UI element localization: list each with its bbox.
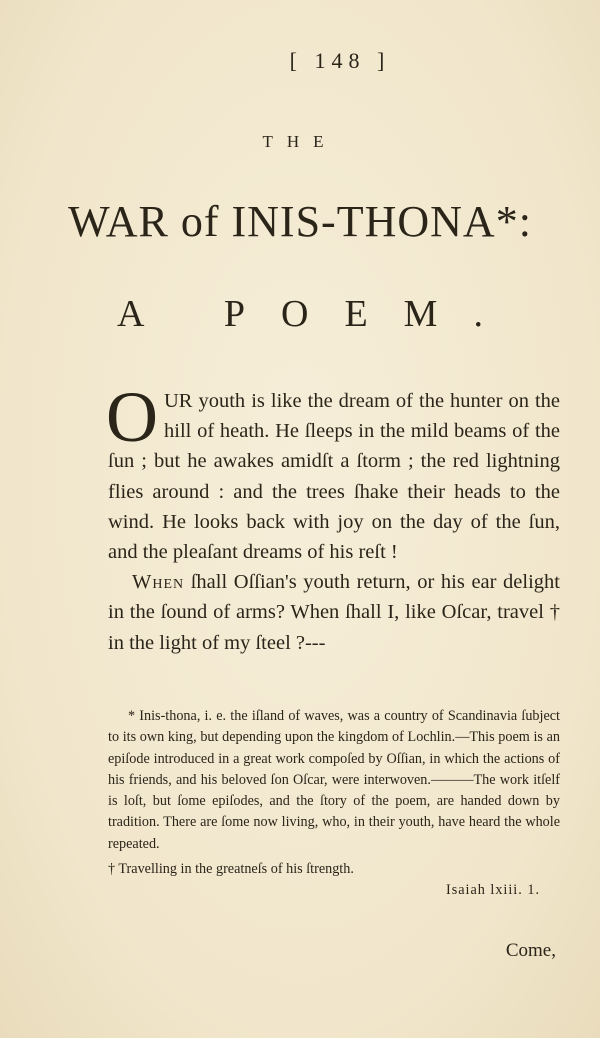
poem-subtitle: A POEM. — [117, 293, 519, 335]
poem-title: WAR of INIS-THONA*: — [68, 197, 532, 246]
paragraph-1-text: UR youth is like the dream of the hunter on the hill of heath. He ſleeps in the mild beams of the ſun ; but he awakes amidſt a ſtorm ; the red lightning flies around : and the trees ſhake their heads to the wind. He looks back with joy on the day of the ſun, and the pleaſant dreams of his reſt ! — [108, 390, 560, 564]
footnote-citation: Isaiah lxiii. 1. — [445, 882, 540, 899]
paragraph-2 — [108, 567, 560, 658]
poem-body — [106, 377, 560, 658]
paragraph-1 — [106, 377, 560, 567]
page-number: [ 148 ] — [289, 48, 391, 73]
catchword: Come, — [505, 940, 556, 961]
footnote-1: * Inis-thona, i. e. the iſland of waves, was a country of Scandinavia ſubject to its own king, but depending upon the kingdom of Lochlin.—This poem is an epiſode introduced in a great work compoſed by Oſſian, in which the actions of his friends, and his beloved ſon Oſcar, were interwoven.———The work itſelf is loſt, but ſome epiſodes, and the ſtory of the poem, are handed down by tradition. There are ſome now living, who, in their youth, have heard the whole repeated. — [108, 708, 560, 852]
drop-cap: O — [106, 377, 158, 457]
paragraph-2-text: ſhall Oſſian's youth return, or his ear delight in the ſound of arms? When ſhall I, like Oſcar, travel † in the light of my ſteel ?--- — [108, 571, 560, 654]
footnotes — [108, 706, 560, 902]
paragraph-2-lead-word: When — [132, 571, 185, 594]
footnote-2: † Travelling in the greatneſs of his ſtrength. — [108, 861, 354, 878]
heading-the: THE — [262, 132, 338, 151]
